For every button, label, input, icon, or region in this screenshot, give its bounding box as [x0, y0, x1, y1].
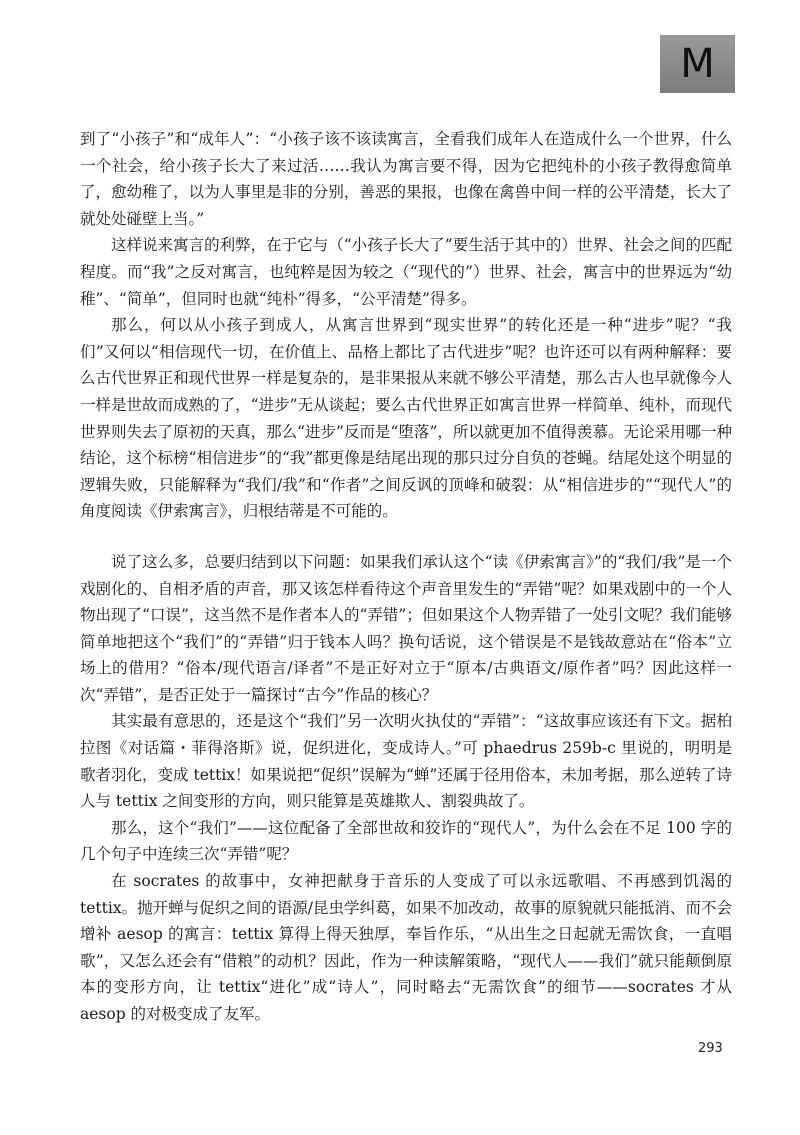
section-break — [80, 525, 732, 549]
paragraph-1: 到了“小孩子”和“成年人”：“小孩子该不该读寓言，全看我们成年人在造成什么一个世界，什么一个社会，给小孩子长大了来过活……我认为寓言要不得，因为它把纯朴的小孩子教得愈简单了，愈幼稚了，以为人事里是非的分别，善恶的果报，也像在禽兽中间一样的公平清楚，长大了就处处碰壁上当。” — [80, 130, 732, 228]
paragraph-4: 说了这么多，总要归结到以下问题：如果我们承认这个“读《伊索寓言》”的“我们/我”是一个戏剧化的、自相矛盾的声音，那又该怎样看待这个声音里发生的“弄错”呢？如果戏剧中的一个人物出现了“口误”，这当然不是作者本人的“弄错”；但如果这个人物弄错了一处引文呢？我们能够简单地把这个“我们”的“弄错”归于钱本人吗？换句话说，这个错误是不是钱故意站在“俗本”立场上的借用？“俗本/现代语言/译者”不是正好对立于“原本/古典语文/原作者”吗？因此这样一次“弄错”，是否正处于一篇探讨“古今”作品的核心？ — [80, 552, 732, 704]
paragraph-5: 其实最有意思的，还是这个“我们”另一次明火执仗的“弄错”：“这故事应该还有下文。据柏拉图《对话篇・菲得洛斯》说，促织进化，变成诗人。”可 phaedrus 259b-c 里说的，明明是歌者羽化，变成 tettix！如果说把“促织”误解为“蝉”还属于径用俗本，未加考据，那么逆转了诗人与 tettix 之间变形的方向，则只能算是英雄欺人、割裂典故了。 — [80, 712, 732, 811]
section-letter-tab — [660, 35, 735, 93]
paragraph-2: 这样说来寓言的利弊，在于它与（“小孩子长大了”要生活于其中的）世界、社会之间的匹配程度。而“我”之反对寓言，也纯粹是因为较之（“现代的”）世界、社会，寓言中的世界远为“幼稚”、“简单”，但同时也就“纯朴”得多，“公平清楚”得多。 — [80, 236, 732, 308]
body-text — [80, 126, 732, 1028]
page-number: 293 — [698, 1041, 723, 1056]
paragraph-7: 在 socrates 的故事中，女神把献身于音乐的人变成了可以永远歌唱、不再感到饥渴的 tettix。抛开蝉与促织之间的语源/昆虫学纠葛，如果不加改动，故事的原貌就只能抵消、而不会增补 aesop 的寓言：tettix 算得上得天独厚，奉旨作乐，“从出生之日起就无需饮食，一直唱歌”，又怎么还会有“借粮”的动机？因此，作为一种读解策略，“现代人——我们”就只能颠倒原本的变形方向，让 tettix“进化”成“诗人”，同时略去“无需饮食”的细节——socrates 才从 aesop 的对极变成了友军。 — [80, 872, 732, 1023]
paragraph-3: 那么，何以从小孩子到成人，从寓言世界到“现实世界”的转化还是一种“进步”呢？“我们”又何以“相信现代一切，在价值上、品格上都比了古代进步”呢？也许还可以有两种解释：要么古代世界正和现代世界一样是复杂的，是非果报从来就不够公平清楚，那么古人也早就像今人一样是世故而成熟的了，“进步”无从谈起；要么古代世界正如寓言世界一样简单、纯朴，而现代世界则失去了原初的天真，那么“进步”反而是“堕落”，所以就更加不值得羡慕。无论采用哪一种结论，这个标榜“相信进步”的“我”都更像是结尾出现的那只过分自负的苍蝇。结尾处这个明显的逻辑失败，只能解释为“我们/我”和“作者”之间反讽的顶峰和破裂：从“相信进步的”“现代人”的角度阅读《伊索寓言》，归根结蒂是不可能的。 — [80, 316, 732, 521]
section-letter: M — [680, 41, 715, 87]
paragraph-6: 那么，这个“我们”——这位配备了全部世故和狡诈的“现代人”，为什么会在不足 100 字的几个句子中连续三次“弄错”呢？ — [80, 818, 732, 864]
